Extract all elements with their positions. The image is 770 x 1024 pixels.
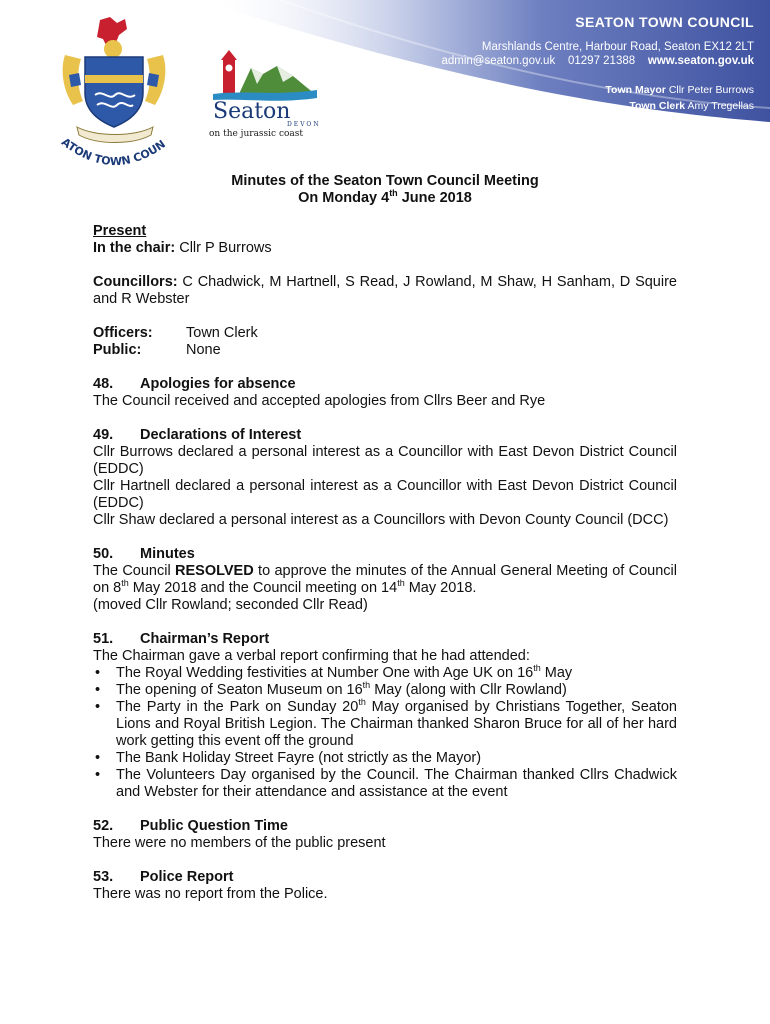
item-number: 51. xyxy=(93,631,114,647)
minutes-resolution xyxy=(93,563,677,597)
chair-value: Cllr P Burrows xyxy=(175,240,272,256)
ordinal-sup: th xyxy=(362,680,371,691)
text-run: The opening of Seaton Museum on 16 xyxy=(116,682,363,698)
town-mayor xyxy=(441,82,754,98)
title-date-post: June 2018 xyxy=(397,190,472,206)
phone-number: 01297 21388 xyxy=(567,55,636,67)
chairman-events-list xyxy=(93,665,677,801)
council-address: Marshlands Centre, Harbour Road, Seaton EX12 2LT xyxy=(481,41,754,53)
crest-text: ATON TOWN COUN xyxy=(58,135,168,169)
text-run: May 2018 and the Council meeting on 14 xyxy=(128,580,398,596)
council-name: SEATON TOWN COUNCIL xyxy=(575,14,754,30)
item-number: 50. xyxy=(93,546,114,562)
councillors-line xyxy=(93,274,677,308)
text-run: The Council xyxy=(93,563,176,579)
text-run: May 2018. xyxy=(404,580,477,596)
item-number: 53. xyxy=(93,869,114,885)
item-52-heading xyxy=(93,818,677,835)
public-label: Public: xyxy=(93,342,142,358)
councillors-label: Councillors: xyxy=(93,274,178,290)
list-item xyxy=(93,665,677,682)
document-title xyxy=(0,173,770,207)
chair-line xyxy=(93,240,677,257)
text-run: The Royal Wedding festivities at Number One with Age UK on 16 xyxy=(116,665,534,681)
title-date-pre: On Monday 4 xyxy=(298,190,390,206)
email-link[interactable]: admin@seaton.gov.uk xyxy=(441,55,556,67)
list-item xyxy=(93,699,677,750)
chair-label: In the chair: xyxy=(93,240,176,256)
logo-devon: DEVON xyxy=(287,121,321,128)
item-51-heading xyxy=(93,631,677,648)
officers-row xyxy=(93,325,677,342)
declaration-burrows: Cllr Burrows declared a personal interest as a Councillor with East Devon District Council (EDDC) xyxy=(93,444,677,477)
council-crest-logo xyxy=(55,15,175,175)
declaration-shaw: Cllr Shaw declared a personal interest as a Councillors with Devon County Council (DCC) xyxy=(93,512,669,528)
item-50-heading xyxy=(93,546,677,563)
logo-tagline: on the jurassic coast xyxy=(209,129,304,139)
officers-label: Officers: xyxy=(93,325,153,341)
moved-seconded: (moved Cllr Rowland; seconded Cllr Read) xyxy=(93,597,368,613)
list-item: • The Bank Holiday Street Fayre (not strictly as the Mayor) xyxy=(93,750,677,767)
item-number: 49. xyxy=(93,427,114,443)
town-mayor-label: Town Mayor xyxy=(605,84,666,96)
logo-word: Seaton xyxy=(213,99,291,124)
item-title: Apologies for absence xyxy=(140,376,296,392)
item-48-heading xyxy=(93,376,677,393)
item-number: 48. xyxy=(93,376,114,392)
website-link[interactable]: www.seaton.gov.uk xyxy=(647,55,754,67)
text-run: May (along with Cllr Rowland) xyxy=(370,682,567,698)
public-value: None xyxy=(186,342,221,358)
ordinal-sup: th xyxy=(533,663,541,674)
contact-line xyxy=(441,54,754,68)
ordinal-sup: th xyxy=(397,578,405,589)
list-item: • The Volunteers Day organised by the Council. The Chairman thanked Cllrs Chadwick and Webster for their attendance and assistance at the event xyxy=(93,767,677,801)
council-contact-block xyxy=(441,14,754,114)
text-run: The Party in the Park on Sunday 20 xyxy=(116,699,359,715)
text-run: May organised by Christians Together, Seaton Lions and Royal British Legion. The Chairman thanked Sharon Bruce for all of her hard work getting this event off the ground xyxy=(116,699,677,749)
present-heading: Present xyxy=(93,223,147,239)
item-title: Chairman’s Report xyxy=(140,631,270,647)
title-line-2 xyxy=(0,190,770,207)
town-clerk xyxy=(441,98,754,114)
item-53-text: There was no report from the Police. xyxy=(93,886,328,902)
declaration-hartnell: Cllr Hartnell declared a personal interest as a Councillor with East Devon District Council (EDDC) xyxy=(93,478,677,511)
item-title: Public Question Time xyxy=(140,818,288,834)
item-number: 52. xyxy=(93,818,114,834)
ordinal-sup: th xyxy=(121,578,129,589)
title-line-1: Minutes of the Seaton Town Council Meeting xyxy=(231,173,539,189)
text-run: to approve the minutes of the Annual General Meeting of Council on 8 xyxy=(93,563,677,596)
item-52-text: There were no members of the public present xyxy=(93,835,386,851)
list-item xyxy=(93,682,677,699)
text-run: May xyxy=(540,665,573,681)
minutes-body xyxy=(93,223,677,903)
town-clerk-name: Amy Tregellas xyxy=(687,100,754,112)
item-49-heading xyxy=(93,427,677,444)
resolved-text: RESOLVED xyxy=(175,563,254,579)
officers-value: Town Clerk xyxy=(186,325,258,341)
seaton-devon-logo xyxy=(205,50,330,140)
item-title: Police Report xyxy=(140,869,234,885)
title-date-sup: th xyxy=(389,188,398,199)
item-53-heading xyxy=(93,869,677,886)
town-mayor-name: Cllr Peter Burrows xyxy=(668,84,754,96)
item-title: Declarations of Interest xyxy=(140,427,302,443)
chairman-intro: The Chairman gave a verbal report confirming that he had attended: xyxy=(93,648,530,664)
item-title: Minutes xyxy=(140,546,195,562)
public-row xyxy=(93,342,677,359)
item-48-text: The Council received and accepted apologies from Cllrs Beer and Rye xyxy=(93,393,546,409)
ordinal-sup: th xyxy=(358,697,366,708)
councillors-value: C Chadwick, M Hartnell, S Read, J Rowland, M Shaw, H Sanham, D Squire and R Webster xyxy=(93,274,677,307)
town-clerk-label: Town Clerk xyxy=(629,100,686,112)
